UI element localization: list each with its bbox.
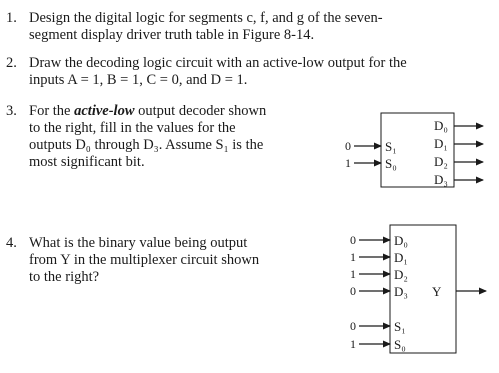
decoder-input-value: 0 (345, 139, 351, 153)
decoder-input-label: S₀ (385, 156, 397, 171)
mux-select-label: S₁ (394, 319, 406, 334)
mux-input-label: D₂ (394, 267, 408, 282)
mux-input-label: D₀ (394, 233, 408, 248)
mux-select-value: 1 (350, 337, 356, 351)
question-line: segment display driver truth table in Figure 8-14. (29, 27, 315, 43)
mux-input-value: 0 (350, 284, 356, 298)
mux-input-label: D₁ (394, 250, 408, 265)
decoder-input-label: S₁ (385, 139, 397, 154)
decoder-input-value: 1 (345, 156, 351, 170)
question-line: to the right, fill in the values for the (29, 120, 236, 136)
question-number: 3. (6, 103, 17, 119)
decoder-output-label: D₂ (434, 154, 448, 169)
question-line: What is the binary value being output (29, 235, 248, 251)
question-line: from Y in the multiplexer circuit shown (29, 252, 260, 268)
question-line: most significant bit. (29, 154, 145, 170)
mux-select-value: 0 (350, 319, 356, 333)
question-number: 2. (6, 55, 17, 71)
emphasis-active-low: active-low (74, 103, 135, 119)
question-number: 1. (6, 10, 17, 26)
question-line: inputs A = 1, B = 1, C = 0, and D = 1. (29, 72, 248, 88)
question-number: 4. (6, 235, 17, 251)
question-line: Design the digital logic for segments c, f, and g of the seven- (29, 10, 383, 26)
question-line: Draw the decoding logic circuit with an active-low output for the (29, 55, 407, 71)
question-line-end: output decoder shown (134, 103, 267, 119)
question-line: to the right? (29, 269, 100, 285)
mux-output-label: Y (432, 284, 442, 299)
mux-select-label: S₀ (394, 337, 406, 352)
decoder-output-label: D₁ (434, 136, 448, 151)
question-line: outputs D₀ through D₃. Assume S₁ is the (29, 137, 264, 153)
mux-input-value: 0 (350, 233, 356, 247)
decoder-output-label: D₀ (434, 118, 448, 133)
mux-input-label: D₃ (394, 284, 408, 299)
mux-diagram (350, 225, 486, 353)
mux-input-value: 1 (350, 250, 356, 264)
decoder-output-label: D₃ (434, 172, 448, 187)
decoder-diagram (345, 113, 483, 187)
mux-input-value: 1 (350, 267, 356, 281)
question-line-start: For the (29, 103, 75, 119)
